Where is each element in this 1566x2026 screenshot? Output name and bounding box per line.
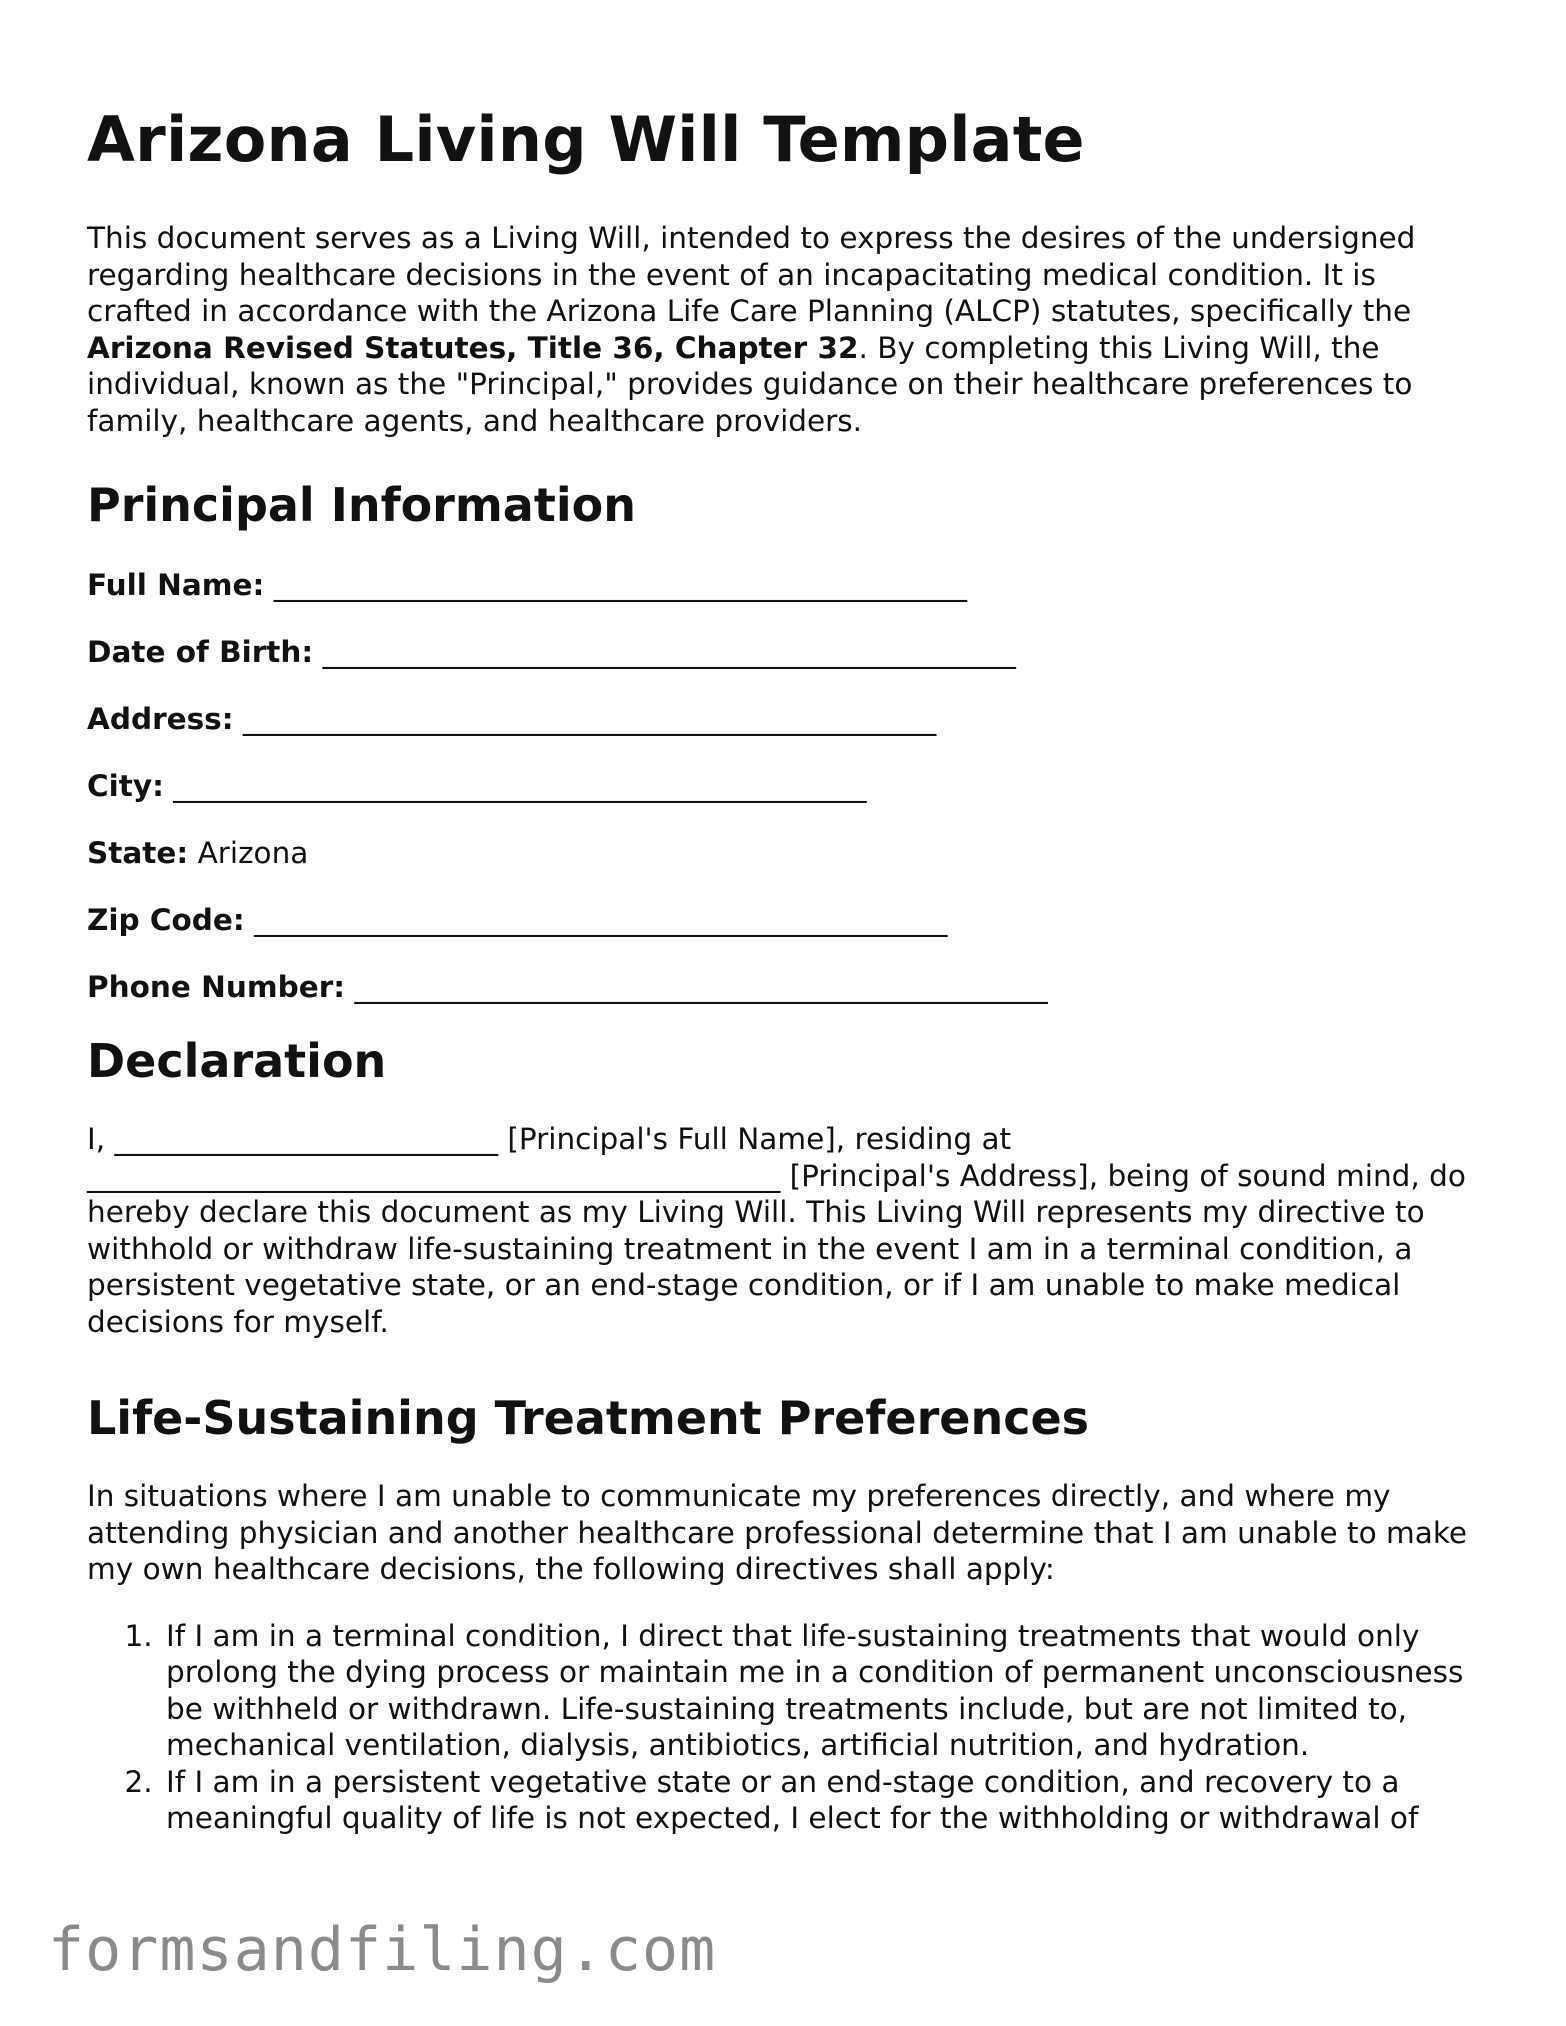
full-name-field[interactable]: [87, 567, 1487, 603]
intro-text-1: This document serves as a Living Will, intended to express the desires of the undersigned regarding healthcare decisions in the event of an incapacitating medical condition. It is crafted in accordance with the Arizona Life Care Planning (ALCP) statutes, specifically the: [87, 221, 1416, 328]
declaration-heading: Declaration: [87, 1034, 387, 1088]
field-label: Address:: [87, 702, 234, 736]
state-field: [87, 835, 1487, 871]
field-label: Zip Code:: [87, 903, 245, 937]
life-sustaining-heading: Life-Sustaining Treatment Preferences: [87, 1391, 1090, 1445]
field-label: Phone Number:: [87, 970, 346, 1004]
life-sustaining-intro: In situations where I am unable to communicate my preferences directly, and where my attending physician and another healthcare professional determine that I am unable to make my own healthcare decisions, the following directives shall apply:: [87, 1479, 1468, 1586]
list-item: 2. If I am in a persistent vegetative state or an end-stage condition, and recovery to a meaningful quality of life is not expected, I elect for the withholding or withdrawal of: [162, 1764, 1487, 1837]
state-value: Arizona: [197, 836, 309, 870]
directives-list: [87, 1618, 1487, 1837]
name-hint: [Principal's Full Name], residing at: [497, 1122, 1012, 1156]
document-page: [87, 100, 1487, 1837]
zip-code-blank[interactable]: _______________________________________________: [254, 903, 948, 937]
declaration-paragraph: [87, 1121, 1487, 1340]
address-blank[interactable]: _______________________________________________: [242, 702, 937, 736]
intro-paragraph: [87, 220, 1487, 439]
address-hint: [Principal's Address], being of sound mind, do hereby declare this document as my Living Will. This Living Will represents my directive to withhold or withdraw life-sustaining treatment in the event I am in a terminal condition, a persistent vegetative state, or an end-stage condition, or if I am unable to make medical decisions for myself.: [87, 1158, 1466, 1339]
address-field[interactable]: [87, 701, 1487, 737]
field-label: City:: [87, 769, 164, 803]
phone-number-blank[interactable]: _______________________________________________: [354, 970, 1048, 1004]
date-of-birth-blank[interactable]: _______________________________________________: [322, 635, 1016, 669]
zip-code-field[interactable]: [87, 902, 1487, 938]
principal-name-blank[interactable]: __________________________: [114, 1122, 498, 1156]
date-of-birth-field[interactable]: [87, 634, 1487, 670]
full-name-blank[interactable]: _______________________________________________: [273, 568, 967, 602]
city-blank[interactable]: _______________________________________________: [173, 769, 867, 803]
field-label: Full Name:: [87, 568, 265, 602]
list-item: 1. If I am in a terminal condition, I direct that life-sustaining treatments that would only prolong the dying process or maintain me in a condition of permanent unconsciousness be withheld or withdrawn. Life-sustaining treatments include, but are not limited to, mechanical ventilation, dialysis, antibiotics, artificial nutrition, and hydration.: [162, 1618, 1487, 1764]
field-label: State:: [87, 836, 189, 870]
document-title: Arizona Living Will Template: [87, 103, 1085, 176]
city-field[interactable]: [87, 768, 1487, 804]
principal-info-heading: Principal Information: [87, 478, 636, 532]
declaration-prefix: I,: [87, 1122, 115, 1156]
field-label: Date of Birth:: [87, 635, 314, 669]
watermark: formsandfiling.com: [48, 1915, 717, 1985]
statute-reference: Arizona Revised Statutes, Title 36, Chapter 32: [87, 330, 859, 365]
phone-number-field[interactable]: [87, 969, 1487, 1005]
principal-address-blank[interactable]: _______________________________________________: [87, 1158, 781, 1193]
intro-text-2: . By completing this Living Will, the individual, known as the "Principal," provides guidance on their healthcare preferences to family, healthcare agents, and healthcare providers.: [87, 330, 1413, 438]
